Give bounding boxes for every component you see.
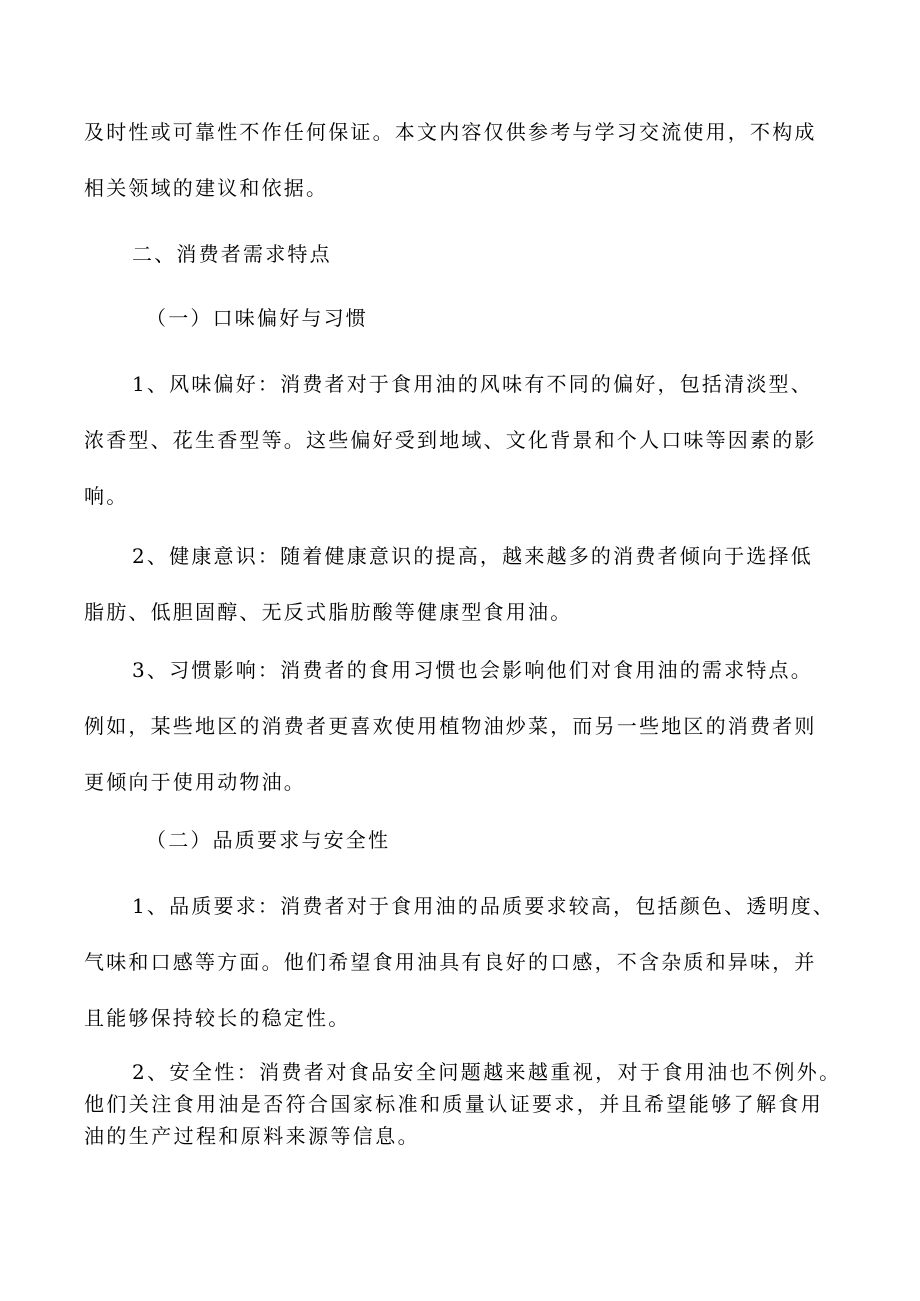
subsection-heading-1: （一）口味偏好与习惯 xyxy=(146,306,368,330)
paragraph-quality-requirement xyxy=(84,878,854,1046)
text-line: 1、风味偏好：消费者对于食用油的风味有不同的偏好，包括清淡型、 xyxy=(132,372,813,396)
intro-paragraph xyxy=(84,104,854,216)
text-line: 例如，某些地区的消费者更喜欢使用植物油炒菜，而另一些地区的消费者则 xyxy=(84,714,817,738)
text-line: 气味和口感等方面。他们希望食用油具有良好的口感，不含杂质和异味，并 xyxy=(84,950,817,974)
text-line: 浓香型、花生香型等。这些偏好受到地域、文化背景和个人口味等因素的影 xyxy=(84,428,817,452)
section-heading: 二、消费者需求特点 xyxy=(132,242,332,266)
text-line: 相关领域的建议和依据。 xyxy=(84,176,329,200)
text-line: 油的生产过程和原料来源等信息。 xyxy=(84,1124,420,1148)
text-line: 响。 xyxy=(84,484,129,508)
text-line: 脂肪、低胆固醇、无反式脂肪酸等健康型食用油。 xyxy=(84,600,573,624)
text-line: 且能够保持较长的稳定性。 xyxy=(84,1006,351,1030)
subsection-heading-2: （二）品质要求与安全性 xyxy=(146,828,391,852)
text-line: 1、品质要求：消费者对于食用油的品质要求较高，包括颜色、透明度、 xyxy=(132,894,836,918)
text-line: 及时性或可靠性不作任何保证。本文内容仅供参考与学习交流使用，不构成 xyxy=(84,120,817,144)
paragraph-health-awareness xyxy=(84,528,854,640)
text-line: 3、习惯影响：消费者的食用习惯也会影响他们对食用油的需求特点。 xyxy=(132,658,813,682)
text-line: 更倾向于使用动物油。 xyxy=(84,770,306,794)
paragraph-safety xyxy=(84,1056,854,1152)
text-line: 2、安全性：消费者对食品安全问题越来越重视，对于食用油也不例外。 xyxy=(132,1060,842,1084)
paragraph-habit-influence xyxy=(84,642,854,810)
paragraph-flavor-preference xyxy=(84,356,854,524)
text-line: 他们关注食用油是否符合国家标准和质量认证要求，并且希望能够了解食用 xyxy=(84,1092,824,1116)
text-line: 2、健康意识：随着健康意识的提高，越来越多的消费者倾向于选择低 xyxy=(132,544,813,568)
